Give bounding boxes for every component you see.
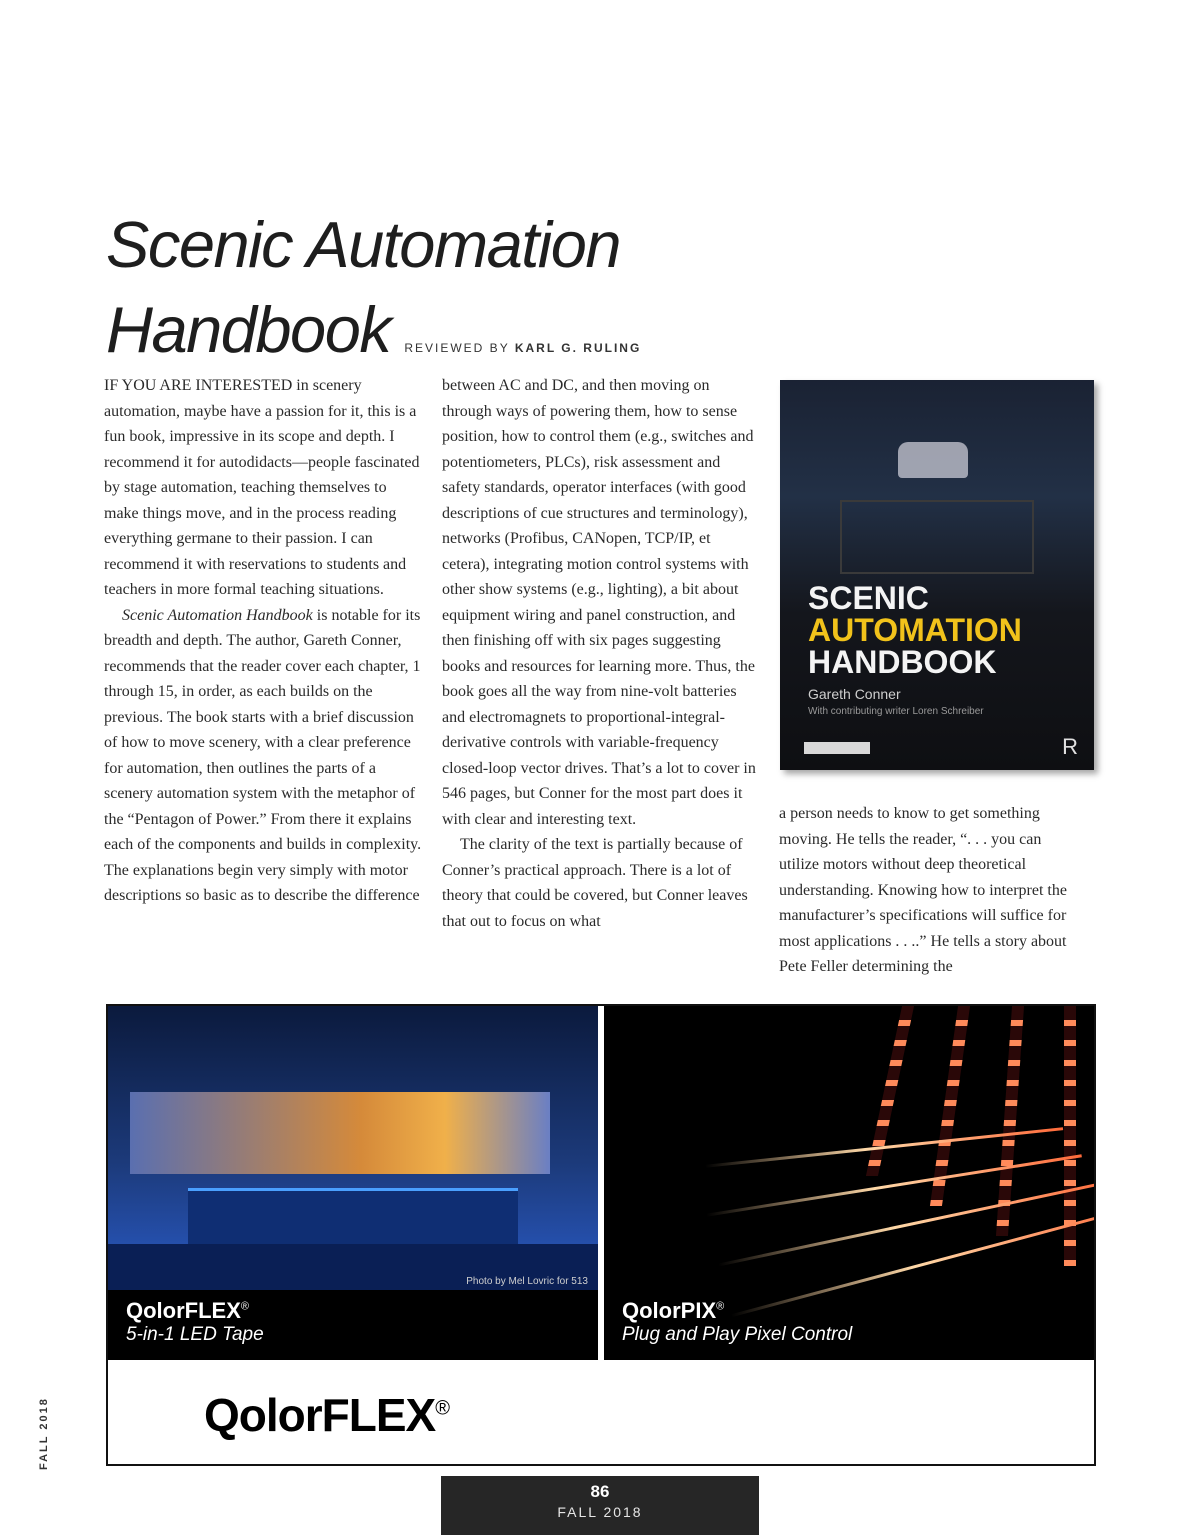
ad-panel-qolorpix: [604, 1006, 1094, 1360]
ad-brand-logo: [204, 1388, 449, 1442]
cover-title: [808, 582, 1022, 678]
cover-title-1: SCENIC: [808, 580, 929, 616]
title-line-1: Scenic Automation: [106, 208, 621, 281]
logo-reg-mark: ®: [435, 1397, 449, 1420]
left-reg-mark: ®: [240, 1300, 249, 1313]
article-title: [106, 202, 641, 391]
col1-paragraph-1: IF YOU ARE INTERESTED in scenery automation, maybe have a passion for it, this is a fun book, impressive in its scope and depth. I recommend it for autodidacts—people fascinated by stage automation, teaching themselves to make things move, and in the process reading everything germane to their passion. I can recommend it with reservations to students and teachers in more formal teaching situations.: [104, 377, 420, 598]
ad-product-name-left: [126, 1298, 249, 1324]
ad-skyline-screen: [130, 1092, 550, 1174]
col3-paragraph-1: a person needs to know to get something moving. He tells the reader, “. . . you can utilize motors without deep theoretical understanding. Knowing how to interpret the manufacturer’s specifications will suffice for most applications . . ..” He tells a story about Pete Feller determining the: [779, 805, 1067, 975]
book-title-italic: Scenic Automation Handbook: [122, 606, 313, 624]
issue-label: FALL 2018: [557, 1504, 643, 1520]
right-name-text: QolorPIX: [622, 1298, 717, 1323]
col2-paragraph-1: between AC and DC, and then moving on through ways of powering them, how to sense position, how to control them (e.g., switches and potentiometers, PLCs), risk assessment and safety standards, operator interfaces (with good descriptions of cue structures and terminology), networks (Profibus, CANopen, TCP/IP, et cetera), integrating motion control systems with other show systems (e.g., lighting), a bit about equipment wiring and panel construction, and then finishing off with six pages suggesting books and resources for learning more. Thus, the book goes all the way from nine-volt batteries and electromagnets to proportional-integral-derivative controls with variable-frequency closed-loop vector drives. That’s a lot to cover in 546 pages, but Conner for the most part does it with clear and interesting text.: [442, 377, 756, 828]
title-line-2: Handbook: [106, 293, 391, 366]
column-2: [442, 373, 757, 934]
book-cover-image: [780, 380, 1094, 770]
byline-prefix: REVIEWED BY: [404, 341, 510, 355]
left-name-text: QolorFLEX: [126, 1298, 241, 1323]
byline-author: KARL G. RULING: [514, 341, 642, 355]
cover-title-2: AUTOMATION: [808, 612, 1022, 648]
cover-author: Gareth Conner: [808, 686, 901, 702]
col1-paragraph-2: [104, 603, 422, 909]
byline: [404, 341, 641, 355]
led-strip-horizontal: [718, 1180, 1094, 1266]
col1-paragraph-2-text: is notable for its breadth and depth. The author, Gareth Conner, recommends that the reader cover each chapter, 1 through 15, in order, as each builds on the previous. The book starts with a brief discussion of how to move scenery, with a clear preference for automation, then outlines the parts of a scenery automation system with the metaphor of the “Pentagon of Power.” From there it explains each of the components and builds in complexity. The explanations begin very simply with motor descriptions so basic as to describe the difference: [104, 606, 422, 904]
ad-tagline-left: 5-in-1 LED Tape: [126, 1324, 264, 1345]
column-1: [104, 373, 422, 909]
ad-tagline-right: Plug and Play Pixel Control: [622, 1324, 853, 1345]
right-reg-mark: ®: [716, 1300, 725, 1313]
cover-contributor: With contributing writer Loren Schreiber: [808, 706, 984, 717]
cover-publisher-logo-icon: R: [1062, 734, 1078, 759]
logo-text: QolorFLEX: [204, 1389, 436, 1441]
cover-title-3: HANDBOOK: [808, 644, 997, 680]
column-3: [779, 801, 1079, 980]
photo-credit: Photo by Mel Lovric for 513: [466, 1276, 588, 1287]
ad-stage-photo: [108, 1006, 598, 1290]
led-strip-vertical: [866, 1006, 914, 1176]
page-folio: [441, 1476, 759, 1535]
ad-anchor-desk: [188, 1188, 518, 1251]
cover-car-prop: [898, 442, 968, 478]
led-strip-horizontal: [706, 1154, 1082, 1216]
advertisement: [106, 1004, 1096, 1466]
col2-paragraph-2: The clarity of the text is partially because of Conner’s practical approach. There is a lot of theory that could be covered, but Conner leaves that out to focus on what: [442, 836, 748, 930]
cover-machine-frame: [840, 500, 1034, 574]
page-number: 86: [590, 1482, 610, 1501]
side-issue-label: FALL 2018: [38, 1397, 50, 1470]
cover-publisher-badge: [804, 742, 870, 754]
ad-product-name-right: [622, 1298, 724, 1324]
ad-panel-qolorflex: [108, 1006, 598, 1360]
